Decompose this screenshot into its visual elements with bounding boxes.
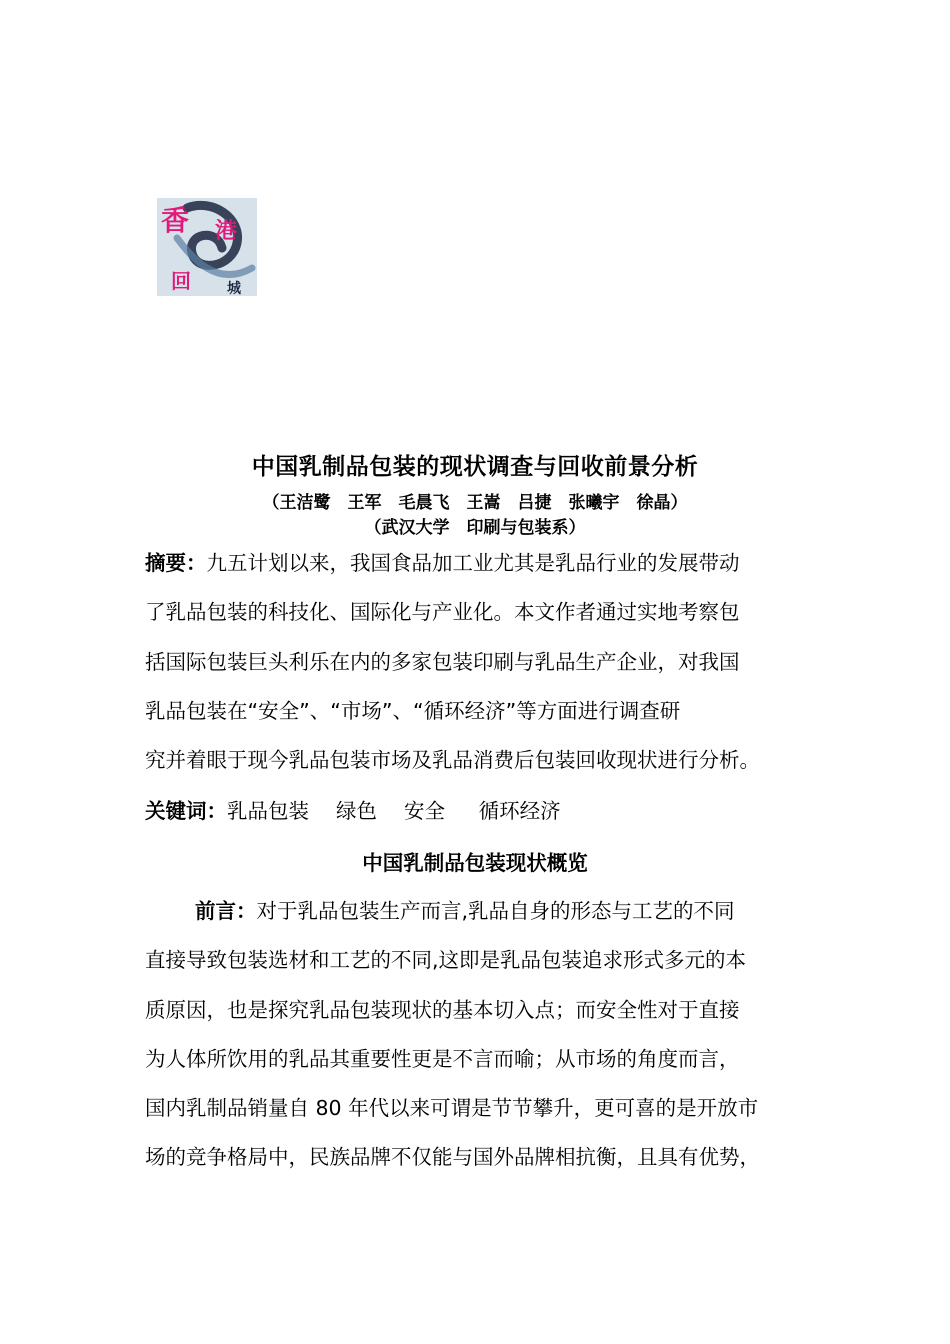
svg-text:回: 回 [171, 269, 191, 293]
abstract-line: 括国际包装巨头利乐在内的多家包装印刷与乳品生产企业，对我国 [145, 649, 740, 674]
keywords-line [145, 787, 825, 836]
abstract-line: 乳品包装在“安全”、“市场”、“循环经济”等方面进行调查研 [145, 698, 681, 723]
abstract-paragraph [145, 539, 825, 785]
keywords-label: 关键词： [145, 799, 227, 823]
preface-line: 国内乳制品销量自 80 年代以来可谓是节节攀升，更可喜的是开放市 [145, 1096, 759, 1121]
preface-line: 质原因，也是探究乳品包装现状的基本切入点；而安全性对于直接 [145, 997, 740, 1022]
logo-image [157, 198, 257, 296]
author-list: （王洁鹭 王军 毛晨飞 王嵩 吕捷 张曦宇 徐晶） [262, 493, 688, 513]
abstract-text: 九五计划以来，我国食品加工业尤其是乳品行业的发展带动 [206, 551, 740, 575]
preface-line: 为人体所饮用的乳品其重要性更是不言而喻；从市场的角度而言， [145, 1046, 740, 1071]
preface-label: 前言： [195, 899, 257, 923]
svg-text:香: 香 [161, 204, 190, 237]
abstract-line: 了乳品包装的科技化、国际化与产业化。本文作者通过实地考察包 [145, 600, 740, 625]
preface-line [145, 887, 825, 936]
abstract-line [145, 539, 825, 588]
section-heading: 中国乳制品包装现状概览 [362, 851, 588, 875]
abstract-label: 摘要： [145, 551, 207, 575]
svg-text:城: 城 [227, 281, 241, 296]
affiliation: （武汉大学 印刷与包装系） [364, 518, 586, 538]
preface-line: 直接导致包装选材和工艺的不同,这即是乳品包装追求形式多元的本 [145, 948, 747, 973]
svg-text:港: 港 [215, 219, 238, 244]
preface-paragraph [145, 887, 825, 1183]
abstract-line: 究并着眼于现今乳品包装市场及乳品消费后包装回收现状进行分析。 [145, 748, 760, 773]
logo-graphic [157, 198, 257, 296]
paper-title: 中国乳制品包装的现状调查与回收前景分析 [251, 454, 699, 480]
keywords-text: 乳品包装 绿色 安全 循环经济 [227, 799, 561, 823]
preface-text: 对于乳品包装生产而言,乳品自身的形态与工艺的不同 [256, 899, 735, 923]
preface-line: 场的竞争格局中，民族品牌不仅能与国外品牌相抗衡，且具有优势， [145, 1145, 760, 1170]
